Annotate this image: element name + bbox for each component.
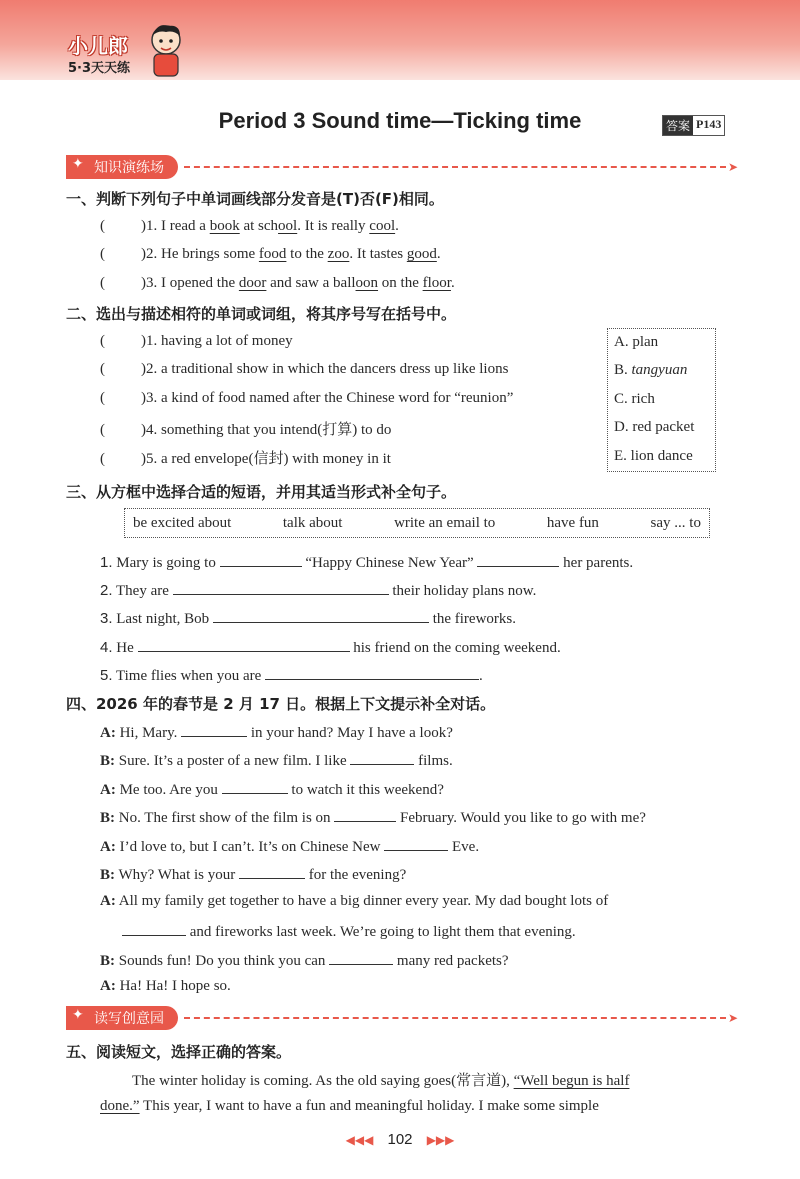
page-title: Period 3 Sound time—Ticking time	[218, 108, 582, 133]
q2-item-3: ( )3. a kind of food named after the Chinese word for “reunion”	[100, 390, 514, 406]
page-number: 102	[387, 1131, 413, 1148]
dialog-line-8: B: Sounds fun! Do you think you can many red packets?	[100, 950, 509, 970]
section-2-title: ✦ 读写创意园	[66, 1006, 178, 1030]
answer-blank[interactable]	[173, 580, 389, 595]
q3-sentence-5: 5. Time flies when you are .	[100, 667, 483, 684]
answer-blank[interactable]	[329, 950, 393, 965]
q1-item-2: ( )2. He brings some food to the zoo. It tastes good.	[100, 246, 441, 262]
dialog-line-5: A: I’d love to, but I can’t. It’s on Chinese New Eve.	[100, 836, 479, 856]
dialog-line-9: A: Ha! Ha! I hope so.	[100, 978, 231, 994]
answer-key-ref	[662, 115, 725, 136]
dialog-line-7-cont: and fireworks last week. We’re going to light them that evening.	[122, 921, 576, 941]
dialog-line-1: A: Hi, Mary. in your hand? May I have a look?	[100, 722, 453, 742]
dialog-line-3: A: Me too. Are you to watch it this weekend?	[100, 779, 444, 799]
page-footer	[0, 1131, 800, 1148]
option-d: D. red packet	[614, 419, 695, 435]
section-banner-1	[66, 155, 738, 179]
brand-subtitle: 5·3天天练	[68, 61, 131, 76]
q3-heading: 三、从方框中选择合适的短语，并用其适当形式补全句子。	[66, 483, 457, 501]
answer-key-label: 答案	[663, 116, 693, 135]
dialog-line-6: B: Why? What is your for the evening?	[100, 864, 406, 884]
arrow-icon: ➤	[727, 1010, 738, 1025]
q4-heading: 四、2026 年的春节是 2 月 17 日。根据上下文提示补全对话。	[66, 695, 496, 713]
answer-blank[interactable]	[181, 722, 247, 737]
answer-blank[interactable]	[384, 836, 448, 851]
phrase-5: say ... to	[650, 514, 701, 531]
q1-item-3: ( )3. I opened the door and saw a balloon on the floor.	[100, 275, 455, 291]
phrase-3: write an email to	[394, 514, 496, 531]
answer-blank[interactable]	[213, 608, 429, 623]
reading-line-2: done.” This year, I want to have a fun and meaningful holiday. I make some simple	[100, 1098, 599, 1114]
q2-item-5: ( )5. a red envelope(信封) with money in it	[100, 451, 391, 467]
answer-blank[interactable]	[477, 552, 559, 567]
reading-line-1: The winter holiday is coming. As the old saying goes(常言道), “Well begun is half	[132, 1073, 630, 1089]
q2-item-4: ( )4. something that you intend(打算) to do	[100, 422, 392, 438]
dialog-line-2: B: Sure. It’s a poster of a new film. I like films.	[100, 750, 453, 770]
q1-item-1: ( )1. I read a book at school. It is really cool.	[100, 218, 399, 234]
divider	[184, 1017, 726, 1019]
divider	[184, 166, 726, 168]
q3-sentence-2: 2. They are their holiday plans now.	[100, 582, 537, 599]
arrow-icon: ➤	[727, 159, 738, 174]
phrase-box	[124, 508, 710, 538]
section-1-title: ✦ 知识演练场	[66, 155, 178, 179]
q5-heading: 五、阅读短文，选择正确的答案。	[66, 1043, 292, 1061]
answer-blank[interactable]	[138, 637, 350, 652]
answer-blank[interactable]	[334, 807, 396, 822]
answer-blank[interactable]	[265, 665, 479, 680]
answer-blank[interactable]	[350, 750, 414, 765]
answer-blank[interactable]	[222, 779, 288, 794]
q1-heading: 一、判断下列句子中单词画线部分发音是(T)否(F)相同。	[66, 190, 444, 208]
q2-item-1: ( )1. having a lot of money	[100, 333, 293, 349]
q3-sentence-1: 1. Mary is going to “Happy Chinese New Year” her parents.	[100, 554, 634, 571]
answer-key-page: P143	[696, 117, 722, 131]
answer-blank[interactable]	[122, 921, 186, 936]
phrase-4: have fun	[546, 514, 599, 531]
answer-blank[interactable]	[239, 864, 305, 879]
option-a: A. plan	[614, 334, 659, 350]
dialog-line-7: A: All my family get together to have a big dinner every year. My dad bought lots of	[100, 893, 609, 909]
next-arrows-icon: ▶▶▶	[426, 1133, 455, 1147]
brand-logo: 小儿郎	[68, 34, 128, 58]
phrase-1: be excited about	[133, 514, 232, 531]
mascot-icon	[146, 22, 186, 78]
section-banner-2	[66, 1006, 738, 1030]
q2-item-2: ( )2. a traditional show in which the dancers dress up like lions	[100, 361, 509, 377]
prev-arrows-icon: ◀◀◀	[345, 1133, 374, 1147]
q2-heading: 二、选出与描述相符的单词或词组，将其序号写在括号中。	[66, 305, 457, 323]
q3-sentence-3: 3. Last night, Bob the fireworks.	[100, 610, 516, 627]
q3-sentence-4: 4. He his friend on the coming weekend.	[100, 639, 561, 656]
options-box	[607, 328, 716, 472]
option-e: E. lion dance	[614, 448, 693, 464]
dialog-line-4: B: No. The first show of the film is on February. Would you like to go with me?	[100, 807, 646, 827]
answer-blank[interactable]	[220, 552, 302, 567]
option-c: C. rich	[614, 391, 655, 407]
option-b: B. tangyuan	[614, 362, 688, 378]
phrase-2: talk about	[282, 514, 343, 531]
